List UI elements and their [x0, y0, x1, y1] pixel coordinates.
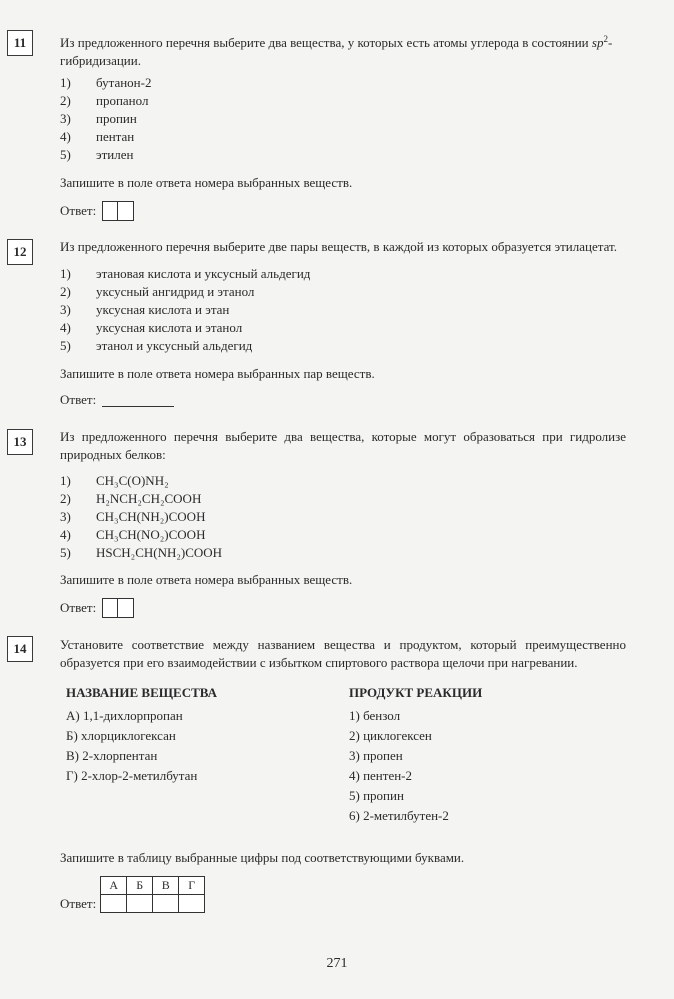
answer-table-header: Г [179, 877, 205, 895]
answer-table-header: А [101, 877, 127, 895]
question-12-text: Из предложенного перечня выберите две пары веществ, в каждой из которых образуется этилацетат. [60, 239, 617, 254]
question-13-text: Из предложенного перечня выберите два вещества, которые могут образоваться при гидролизе природных белков: [60, 429, 626, 462]
question-11-answer [60, 201, 134, 221]
question-12-options [60, 265, 310, 355]
answer-line[interactable] [102, 394, 174, 407]
question-number-13: 13 [7, 429, 33, 455]
list-item: А) 1,1-дихлорпропан [66, 708, 183, 723]
option: 4) пентан [60, 129, 135, 144]
answer-cell[interactable] [101, 895, 127, 913]
list-item: 5) пропин [349, 788, 404, 803]
answer-label: Ответ: [60, 203, 97, 218]
question-11-text [60, 30, 626, 70]
option: 1) этановая кислота и уксусный альдегид [60, 266, 311, 281]
list-item: В) 2-хлорпентан [66, 748, 158, 763]
question-number-11: 11 [7, 30, 33, 56]
list-item: Г) 2-хлор-2-метилбутан [66, 768, 198, 783]
list-item: 3) пропен [349, 748, 403, 763]
list-item: 1) бензол [349, 708, 401, 723]
product-list [349, 706, 449, 826]
question-14-instruction: Запишите в таблицу выбранные цифры под соответствующими буквами. [60, 850, 465, 865]
answer-table-header: В [153, 877, 179, 895]
answer-label: Ответ: [60, 392, 97, 407]
answer-cell[interactable] [179, 895, 205, 913]
option: 2) H₂NCH₂CH₂COOH [60, 491, 202, 506]
option: 1) CH₃C(O)NH₂ [60, 473, 169, 488]
question-14-answer [60, 876, 205, 913]
option: 2) пропанол [60, 93, 149, 108]
answer-table-header: Б [127, 877, 153, 895]
list-item: 4) пентен-2 [349, 768, 413, 783]
question-11-stem: Из предложенного перечня выберите два вещества, у которых есть атомы углерода в состоянии [60, 35, 589, 50]
option: 3) уксусная кислота и этан [60, 302, 230, 317]
option: 3) пропин [60, 111, 137, 126]
list-item: Б) хлорциклогексан [66, 728, 176, 743]
option: 5) этилен [60, 147, 134, 162]
question-11-options [60, 74, 151, 164]
answer-box-2[interactable] [118, 598, 134, 618]
question-12-instruction: Запишите в поле ответа номера выбранных пар веществ. [60, 366, 375, 381]
answer-table [100, 876, 205, 913]
option: 1) бутанон-2 [60, 75, 152, 90]
answer-label: Ответ: [60, 895, 97, 911]
answer-box-1[interactable] [102, 201, 118, 221]
question-13-instruction: Запишите в поле ответа номера выбранных веществ. [60, 572, 353, 587]
question-number-12: 12 [7, 239, 33, 265]
question-11-tail: -гибридизации. [60, 35, 613, 68]
option: 5) этанол и уксусный альдегид [60, 338, 253, 353]
question-number-14: 14 [7, 636, 33, 662]
answer-label: Ответ: [60, 600, 97, 615]
question-13-options [60, 472, 222, 562]
answer-cell[interactable] [153, 895, 179, 913]
question-14-text: Установите соответствие между названием вещества и продуктом, который преимущественно образуется при его взаимодействии с избытком спиртового раствора щелочи при нагревании. [60, 637, 626, 670]
list-item: 2) циклогексен [349, 728, 432, 743]
option: 5) HSCH₂CH(NH₂)COOH [60, 545, 223, 560]
question-11-instruction: Запишите в поле ответа номера выбранных веществ. [60, 175, 353, 190]
question-13-answer [60, 598, 134, 618]
right-column-header: ПРОДУКТ РЕАКЦИИ [349, 685, 483, 700]
option: 3) CH₃CH(NH₂)COOH [60, 509, 206, 524]
page-number: 271 [326, 956, 348, 971]
option: 4) CH₃CH(NO₂)COOH [60, 527, 206, 542]
question-12-answer [60, 392, 174, 408]
substance-list [66, 706, 197, 786]
question-11-sup: 2 [603, 34, 608, 44]
answer-cell[interactable] [127, 895, 153, 913]
option: 4) уксусная кислота и этанол [60, 320, 243, 335]
left-column-header: НАЗВАНИЕ ВЕЩЕСТВА [66, 685, 218, 700]
list-item: 6) 2-метилбутен-2 [349, 808, 449, 823]
option: 2) уксусный ангидрид и этанол [60, 284, 255, 299]
answer-box-2[interactable] [118, 201, 134, 221]
question-11-sp: sp [591, 35, 604, 50]
answer-box-1[interactable] [102, 598, 118, 618]
